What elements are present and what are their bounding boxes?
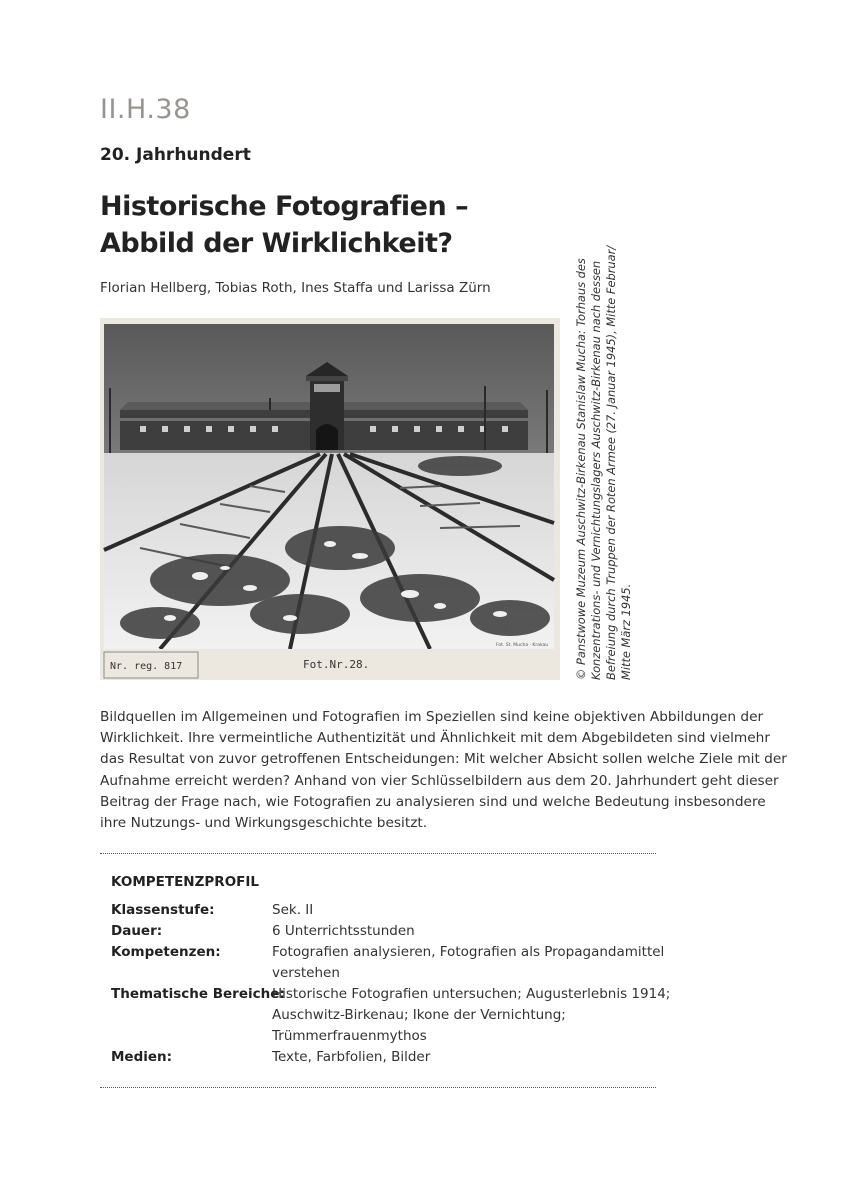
profile-value-line: Texte, Farbfolien, Bilder <box>272 1049 431 1065</box>
profile-value-line: Trümmerfrauenmythos <box>272 1028 427 1044</box>
profile-label: Klassenstufe: <box>111 902 215 918</box>
intro-line: Aufnahme erreicht werden? Anhand von vier Schlüsselbildern aus dem 20. Jahrhundert geht dieser <box>100 772 779 789</box>
stamp-left: Nr. reg. 817 <box>110 661 183 672</box>
profile-value-line: Auschwitz-Birkenau; Ikone der Vernichtung; <box>272 1007 566 1023</box>
title-line-2: Abbild der Wirklichkeit? <box>100 228 453 259</box>
profile-value <box>272 984 670 1047</box>
profile-label: Kompetenzen: <box>111 944 221 960</box>
page-title <box>100 188 468 262</box>
intro-line: das Resultat von zuvor getroffenen Entscheidungen: Mit welcher Absicht sollen welche Ziele mit der <box>100 751 787 768</box>
profile-value-line: verstehen <box>272 965 340 981</box>
photographer-signature: Fot. St. Mucha · Krakau <box>496 643 549 648</box>
divider-bottom <box>100 1087 656 1088</box>
caption-line: Befreiung durch Truppen der Roten Armee (27. Januar 1945), Mitte Februar/ <box>604 245 618 680</box>
intro-line: Wirklichkeit. Ihre vermeintliche Authentizität und Ähnlichkeit mit dem Abgebildeten sind vielmehr <box>100 730 770 747</box>
intro-line: Bildquellen im Allgemeinen und Fotografien im Speziellen sind keine objektiven Abbildungen der <box>100 709 764 725</box>
intro-line: ihre Nutzungs- und Wirkungsgeschichte besitzt. <box>100 815 428 832</box>
section-label: 20. Jahrhundert <box>100 145 251 165</box>
profile-value <box>272 900 313 921</box>
profile-value-line: Sek. II <box>272 902 314 918</box>
divider-top <box>100 853 656 854</box>
profile-value <box>272 1047 430 1068</box>
intro-paragraph <box>100 707 787 834</box>
intro-line: Beitrag der Frage nach, wie Fotografien zu analysieren sind und welche Bedeutung insbesondere <box>100 793 766 810</box>
caption-line: Konzentrations- und Vernichtungslagers Auschwitz-Birkenau nach dessen <box>589 260 603 680</box>
profile-heading: KOMPETENZPROFIL <box>111 874 260 890</box>
photo-caption <box>574 245 634 680</box>
profile-value <box>272 921 415 942</box>
profile-label: Thematische Bereiche: <box>111 986 285 1002</box>
profile-label: Dauer: <box>111 923 163 939</box>
stamp-center: Fot.Nr.28. <box>303 658 370 671</box>
caption-line: © Panstwowe Muzeum Auschwitz-Birkenau Stanislaw Mucha: Torhaus des <box>574 258 588 680</box>
caption-line: Mitte März 1945. <box>619 583 633 680</box>
authors: Florian Hellberg, Tobias Roth, Ines Staffa und Larissa Zürn <box>100 280 491 296</box>
document-code: II.H.38 <box>100 94 191 125</box>
profile-value-line: Historische Fotografien untersuchen; Augusterlebnis 1914; <box>272 986 671 1002</box>
profile-value <box>272 942 664 984</box>
profile-label: Medien: <box>111 1049 173 1065</box>
profile-value-line: 6 Unterrichtsstunden <box>272 923 415 939</box>
title-line-1: Historische Fotografien – <box>100 191 469 222</box>
profile-value-line: Fotografien analysieren, Fotografien als Propagandamittel <box>272 944 665 960</box>
historical-photo <box>100 318 560 680</box>
